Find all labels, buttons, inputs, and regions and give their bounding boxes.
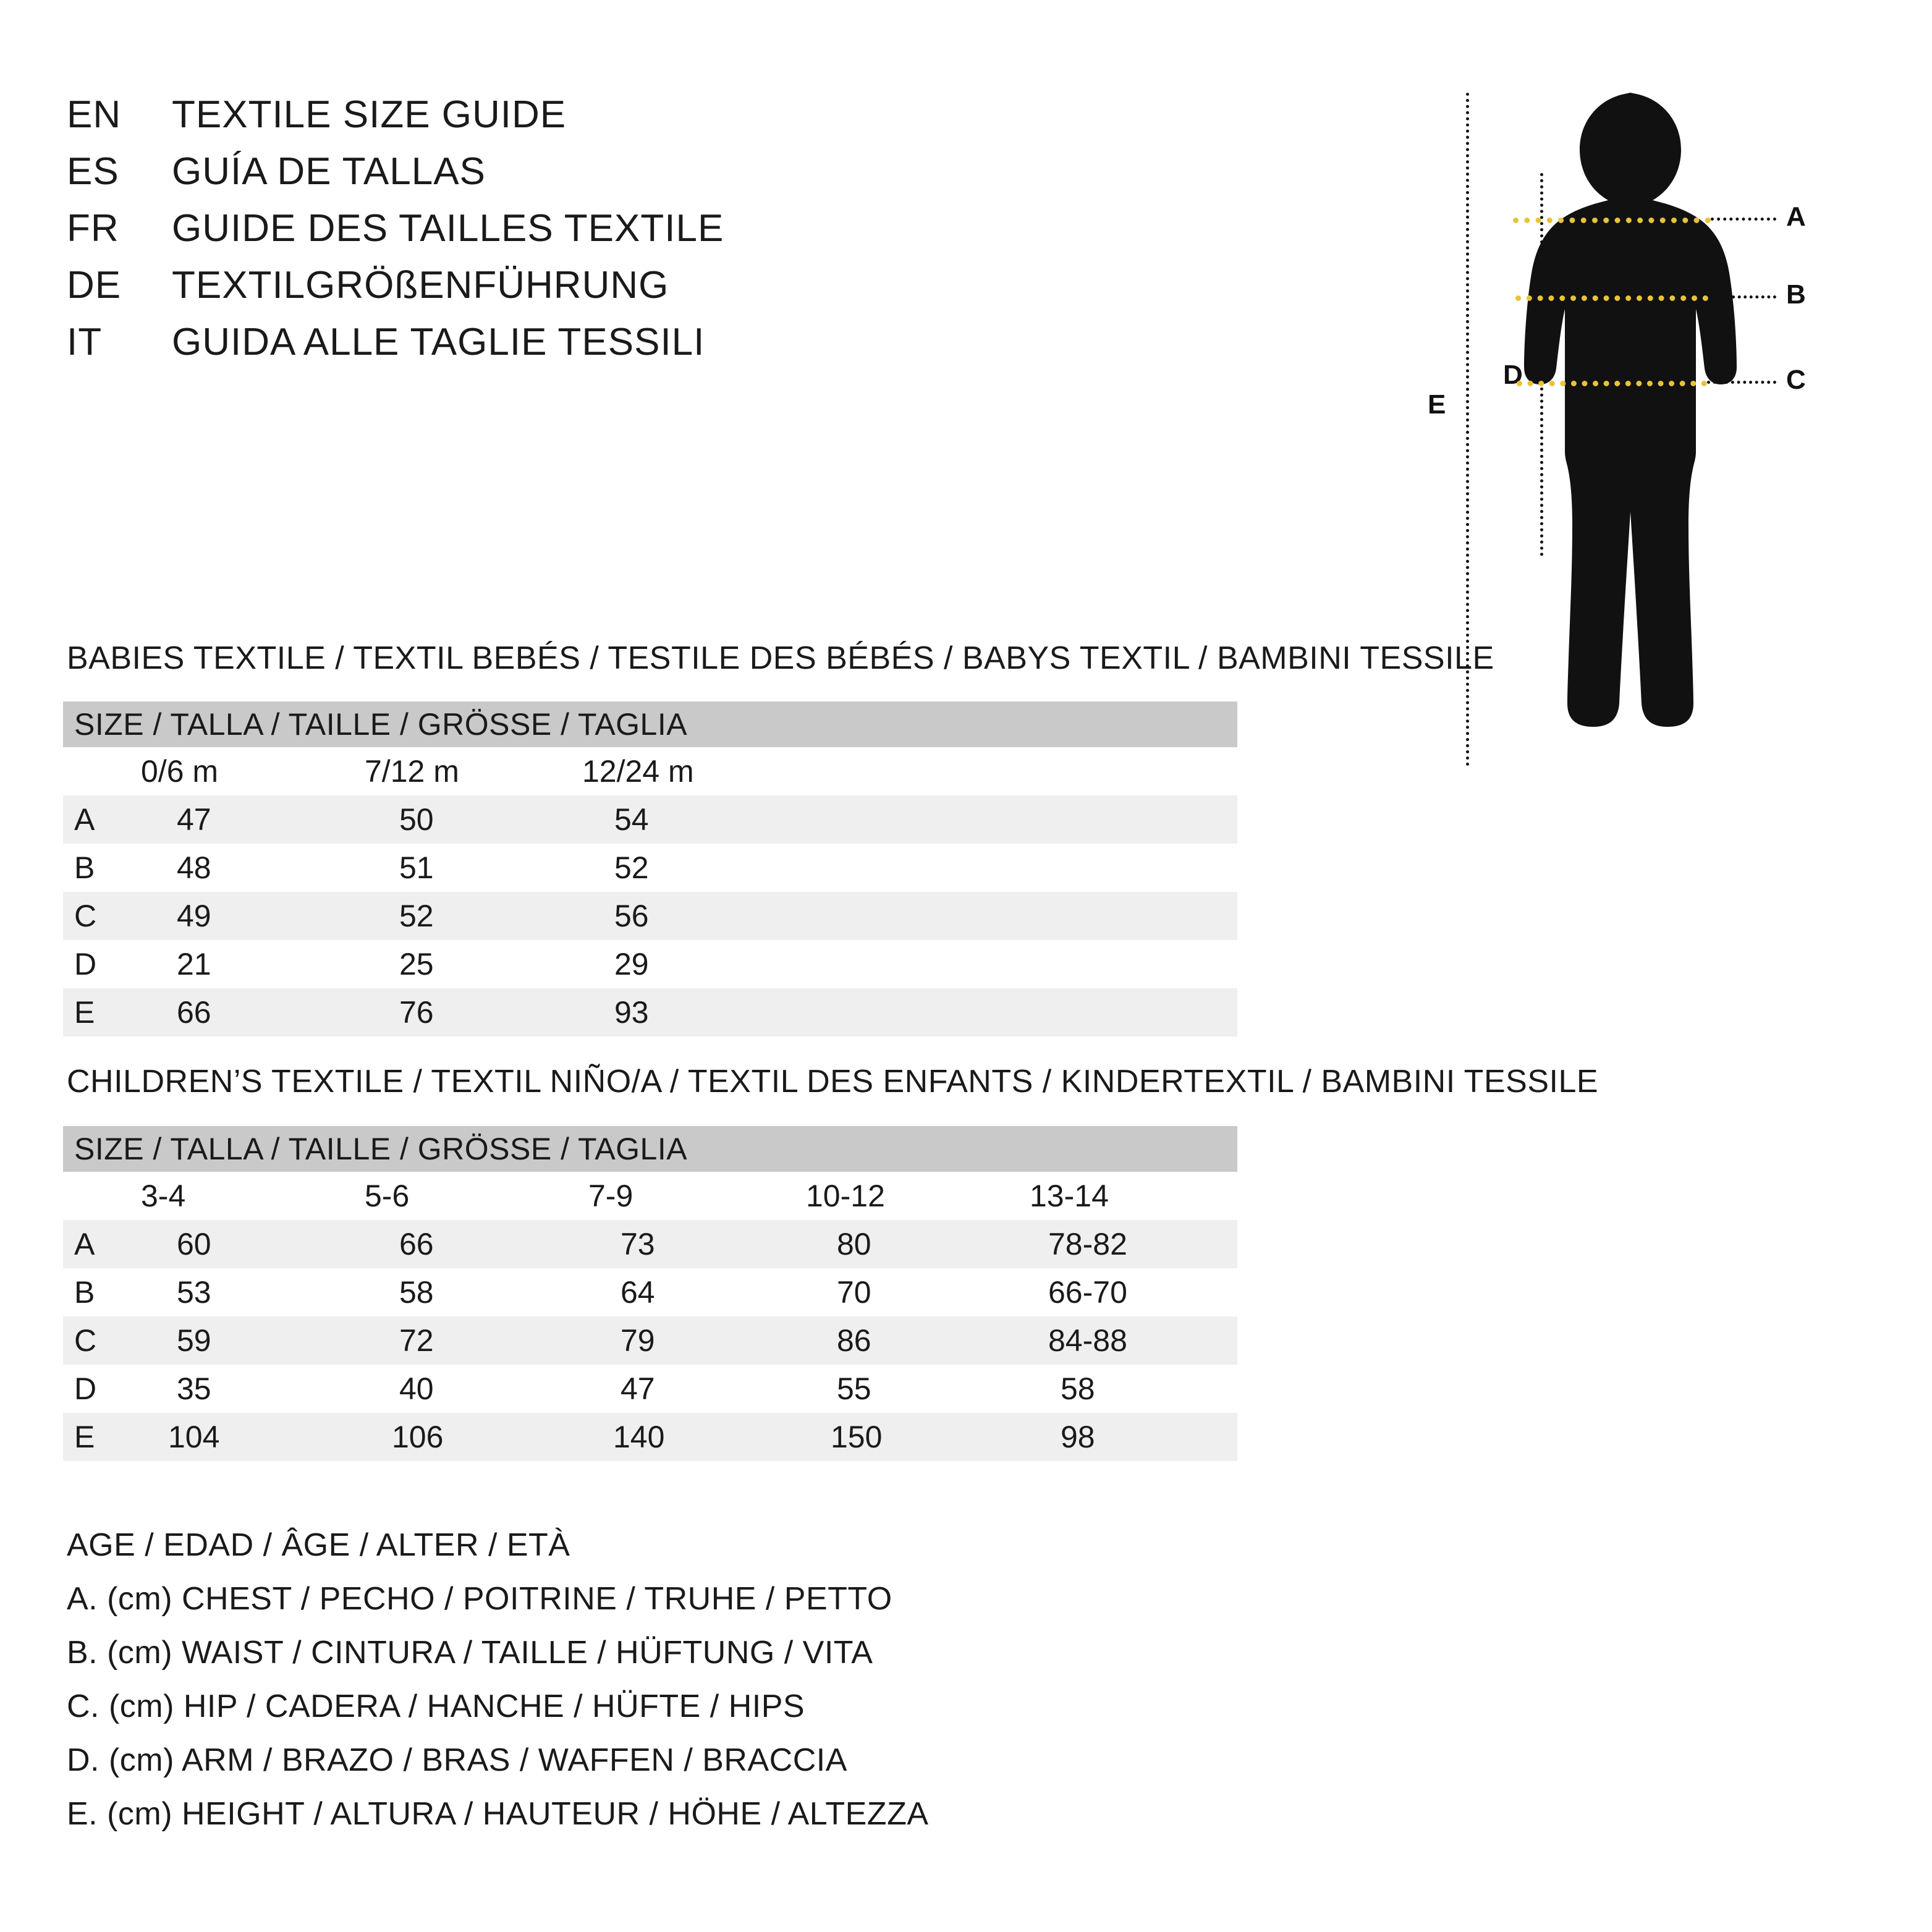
babies-cell: 21 [133, 940, 357, 988]
babies-cell: 54 [575, 795, 1237, 844]
babies-cell: 50 [357, 795, 575, 844]
language-code: IT [67, 321, 103, 363]
babies-cell: 52 [575, 844, 1237, 892]
babies-size-2: 12/24 m [575, 747, 1237, 795]
children-cell: 80 [799, 1220, 1022, 1268]
babies-table-band-label: SIZE / TALLA / TAILLE / GRÖSSE / TAGLIA [63, 701, 1237, 747]
language-code: DE [67, 264, 122, 307]
children-size-table [63, 1126, 1237, 1461]
children-cell: 150 [799, 1413, 1022, 1461]
babies-cell: 25 [357, 940, 575, 988]
marker-label-b: B [1786, 279, 1806, 310]
children-cell: 55 [799, 1365, 1022, 1413]
children-cell: 140 [581, 1413, 799, 1461]
babies-cell: 56 [575, 892, 1237, 940]
table-row [63, 892, 1237, 940]
babies-row-label-c: C [63, 892, 133, 940]
children-cell: 84-88 [1022, 1316, 1237, 1365]
children-size-header-row [63, 1172, 1237, 1220]
babies-cell: 76 [357, 988, 575, 1036]
children-cell: 73 [581, 1220, 799, 1268]
children-size-1: 5-6 [357, 1172, 581, 1220]
table-row [63, 1316, 1237, 1365]
babies-row-label-d: D [63, 940, 133, 988]
table-row [63, 1413, 1237, 1461]
children-cell: 79 [581, 1316, 799, 1365]
children-cell: 72 [357, 1316, 581, 1365]
children-size-2: 7-9 [581, 1172, 799, 1220]
children-cell: 35 [133, 1365, 357, 1413]
language-title: TEXTILE SIZE GUIDE [172, 93, 567, 136]
babies-section-caption: BABIES TEXTILE / TEXTIL BEBÉS / TESTILE DES BÉBÉS / BABYS TEXTIL / BAMBINI TESSILE [67, 640, 1494, 676]
babies-size-header-row [63, 747, 1237, 795]
table-row [63, 940, 1237, 988]
children-size-0: 3-4 [133, 1172, 357, 1220]
marker-label-a: A [1786, 201, 1806, 232]
babies-cell: 29 [575, 940, 1237, 988]
babies-size-header-blank [63, 747, 133, 795]
marker-label-c: C [1786, 365, 1806, 395]
measurement-legend [67, 1527, 929, 1849]
children-table-band-label: SIZE / TALLA / TAILLE / GRÖSSE / TAGLIA [63, 1126, 1237, 1172]
table-row [63, 1365, 1237, 1413]
legend-item-height: E. (cm) HEIGHT / ALTURA / HAUTEUR / HÖHE / ALTEZZA [67, 1796, 929, 1832]
children-cell: 66-70 [1022, 1268, 1237, 1316]
table-row [63, 1220, 1237, 1268]
hip-measure-line [1517, 381, 1707, 386]
children-cell: 47 [581, 1365, 799, 1413]
language-title-block [67, 93, 724, 377]
children-cell: 64 [581, 1268, 799, 1316]
children-size-4: 13-14 [1022, 1172, 1237, 1220]
children-cell: 66 [357, 1220, 581, 1268]
legend-item-arm: D. (cm) ARM / BRAZO / BRAS / WAFFEN / BRACCIA [67, 1742, 847, 1778]
language-code: FR [67, 207, 119, 250]
language-row [67, 93, 724, 150]
legend-item-hip: C. (cm) HIP / CADERA / HANCHE / HÜFTE / HIPS [67, 1688, 805, 1724]
babies-cell: 52 [357, 892, 575, 940]
children-cell: 59 [133, 1316, 357, 1365]
waist-leader-line [1708, 295, 1776, 299]
babies-cell: 47 [133, 795, 357, 844]
language-code: EN [67, 93, 122, 136]
children-cell: 78-82 [1022, 1220, 1237, 1268]
language-title: TEXTILGRÖßENFÜHRUNG [172, 264, 669, 307]
waist-measure-line [1515, 295, 1708, 301]
children-row-label-a: A [63, 1220, 133, 1268]
legend-item-chest: A. (cm) CHEST / PECHO / POITRINE / TRUHE / PETTO [67, 1581, 892, 1617]
babies-size-table [63, 701, 1237, 1036]
marker-label-e: E [1428, 389, 1446, 420]
children-cell: 58 [1022, 1365, 1237, 1413]
child-silhouette-icon [1489, 87, 1786, 773]
language-title: GUIDA ALLE TAGLIE TESSILI [172, 321, 705, 363]
children-row-label-c: C [63, 1316, 133, 1365]
language-title: GUÍA DE TALLAS [172, 150, 486, 193]
children-cell: 106 [357, 1413, 581, 1461]
children-cell: 104 [133, 1413, 357, 1461]
language-code: ES [67, 150, 119, 193]
babies-cell: 51 [357, 844, 575, 892]
babies-row-label-e: E [63, 988, 133, 1036]
language-row [67, 206, 724, 263]
children-row-label-b: B [63, 1268, 133, 1316]
babies-row-label-a: A [63, 795, 133, 844]
legend-title: AGE / EDAD / ÂGE / ALTER / ETÀ [67, 1527, 570, 1563]
table-row [63, 1268, 1237, 1316]
babies-cell: 93 [575, 988, 1237, 1036]
children-cell: 40 [357, 1365, 581, 1413]
children-table-band-row [63, 1126, 1237, 1172]
children-row-label-d: D [63, 1365, 133, 1413]
language-row [67, 320, 724, 377]
children-cell: 86 [799, 1316, 1022, 1365]
hip-leader-line [1707, 381, 1776, 384]
table-row [63, 795, 1237, 844]
children-size-header-blank [63, 1172, 133, 1220]
babies-size-1: 7/12 m [357, 747, 575, 795]
language-row [67, 150, 724, 206]
language-row [67, 263, 724, 320]
chest-leader-line [1711, 218, 1776, 221]
children-section-caption: CHILDREN’S TEXTILE / TEXTIL NIÑO/A / TEXTIL DES ENFANTS / KINDERTEXTIL / BAMBINI TESSILE [67, 1064, 1599, 1099]
children-cell: 98 [1022, 1413, 1237, 1461]
children-cell: 70 [799, 1268, 1022, 1316]
legend-item-waist: B. (cm) WAIST / CINTURA / TAILLE / HÜFTUNG / VITA [67, 1635, 873, 1671]
children-cell: 58 [357, 1268, 581, 1316]
chest-measure-line [1513, 218, 1711, 223]
language-title: GUIDE DES TAILLES TEXTILE [172, 207, 724, 250]
children-size-3: 10-12 [799, 1172, 1022, 1220]
babies-cell: 48 [133, 844, 357, 892]
children-cell: 60 [133, 1220, 357, 1268]
marker-label-d: D [1503, 360, 1523, 390]
table-row [63, 988, 1237, 1036]
babies-cell: 49 [133, 892, 357, 940]
babies-cell: 66 [133, 988, 357, 1036]
babies-row-label-b: B [63, 844, 133, 892]
children-cell: 53 [133, 1268, 357, 1316]
table-row [63, 844, 1237, 892]
babies-size-0: 0/6 m [133, 747, 357, 795]
babies-table-band-row [63, 701, 1237, 747]
children-row-label-e: E [63, 1413, 133, 1461]
